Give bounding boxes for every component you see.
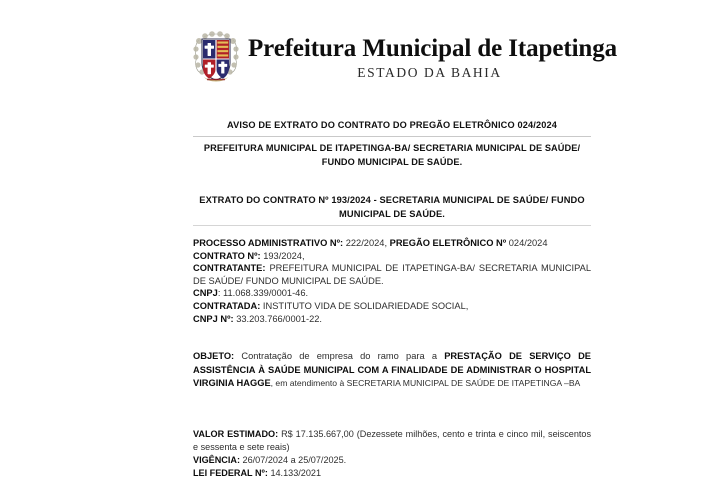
extract-title	[193, 193, 591, 221]
contratada-value: INSTITUTO VIDA DE SOLIDARIEDADE SOCIAL,	[262, 300, 469, 311]
objeto-tail: , em atendimento à SECRETARIA MUNICIPAL DE SAÚDE DE ITAPETINGA –BA	[270, 377, 581, 388]
lei-federal-value: 14.133/2021	[270, 467, 322, 478]
vigencia-label: VIGÊNCIA:	[193, 454, 240, 465]
extract-title-line-1: EXTRATO DO CONTRATO Nº 193/2024 - SECRETARIA MUNICIPAL DE SAÚDE/ FUNDO	[199, 195, 585, 205]
divider-top	[193, 136, 591, 137]
contratante-label: CONTRATANTE:	[193, 263, 266, 274]
pregao-label: PREGÃO ELETRÔNICO Nº	[389, 238, 507, 248]
cnpj-contratada-label: CNPJ Nº:	[193, 313, 234, 324]
pregao-value: 024/2024	[508, 238, 548, 248]
contratada-line	[193, 300, 591, 313]
organization-title: Prefeitura Municipal de Itapetinga	[248, 35, 618, 62]
contrato-label: CONTRATO Nº:	[193, 250, 261, 261]
valor-line	[193, 429, 591, 452]
objeto-intro: Contratação de empresa do ramo para a	[241, 351, 437, 362]
objeto-label: OBJETO:	[193, 351, 235, 362]
footer-fields-block	[193, 428, 591, 479]
objeto-block	[193, 350, 591, 390]
processo-line	[193, 237, 591, 250]
lei-federal-label: LEI FEDERAL Nº:	[193, 467, 268, 478]
extract-title-line-2: MUNICIPAL DE SAÚDE.	[339, 209, 445, 219]
document-masthead	[190, 0, 618, 86]
subtitle-line-2: FUNDO MUNICIPAL DE SAÚDE.	[321, 156, 463, 167]
contract-fields-block	[193, 237, 591, 325]
vigencia-line	[193, 454, 591, 467]
contrato-value: 193/2024,	[263, 250, 305, 261]
divider-middle	[193, 225, 591, 226]
valor-label: VALOR ESTIMADO:	[193, 429, 279, 440]
cnpj-contratante-label: CNPJ	[193, 288, 218, 299]
processo-value: 222/2024,	[345, 238, 388, 248]
vigencia-value: 26/07/2024 a 25/07/2025.	[242, 454, 347, 465]
document-content	[193, 0, 618, 480]
masthead-text	[248, 35, 617, 81]
subtitle-line-1: PREFEITURA MUNICIPAL DE ITAPETINGA-BA/ SECRETARIA MUNICIPAL DE SAÚDE/	[203, 143, 581, 153]
cnpj-contratante-line	[193, 287, 591, 300]
contratada-label: CONTRATADA:	[193, 300, 261, 311]
contrato-line	[193, 250, 591, 263]
cnpj-contratante-value: : 11.068.339/0001-46.	[217, 288, 309, 299]
contratante-value: PREFEITURA MUNICIPAL DE ITAPETINGA-BA/ SECRETARIA MUNICIPAL DE SAÚDE/ FUNDO MUNICIPAL DE SAÚDE.	[193, 263, 591, 286]
coat-of-arms-shield-icon	[190, 30, 242, 86]
cnpj-contratada-line	[193, 313, 591, 326]
subtitle-block	[193, 142, 591, 169]
state-subtitle: ESTADO DA BAHIA	[357, 65, 502, 80]
objeto-emphasis: PRESTAÇÃO DE SERVIÇO DE ASSISTÊNCIA À SAÚDE MUNICIPAL COM A FINALIDADE DE ADMINISTRAR O HOSPITAL VIRGINIA HAGGE	[193, 351, 591, 388]
valor-value: R$ 17.135.667,00 (Dezessete milhões, cento e trinta e cinco mil, seiscentos e sessenta e sete reais)	[193, 429, 592, 453]
processo-label: PROCESSO ADMINISTRATIVO Nº:	[193, 238, 344, 248]
lei-federal-line	[193, 467, 591, 480]
cnpj-contratada-value: 33.203.766/0001-22.	[236, 313, 323, 324]
notice-title: AVISO DE EXTRATO DO CONTRATO DO PREGÃO ELETRÔNICO 024/2024	[227, 120, 557, 130]
contratante-line	[193, 263, 591, 286]
